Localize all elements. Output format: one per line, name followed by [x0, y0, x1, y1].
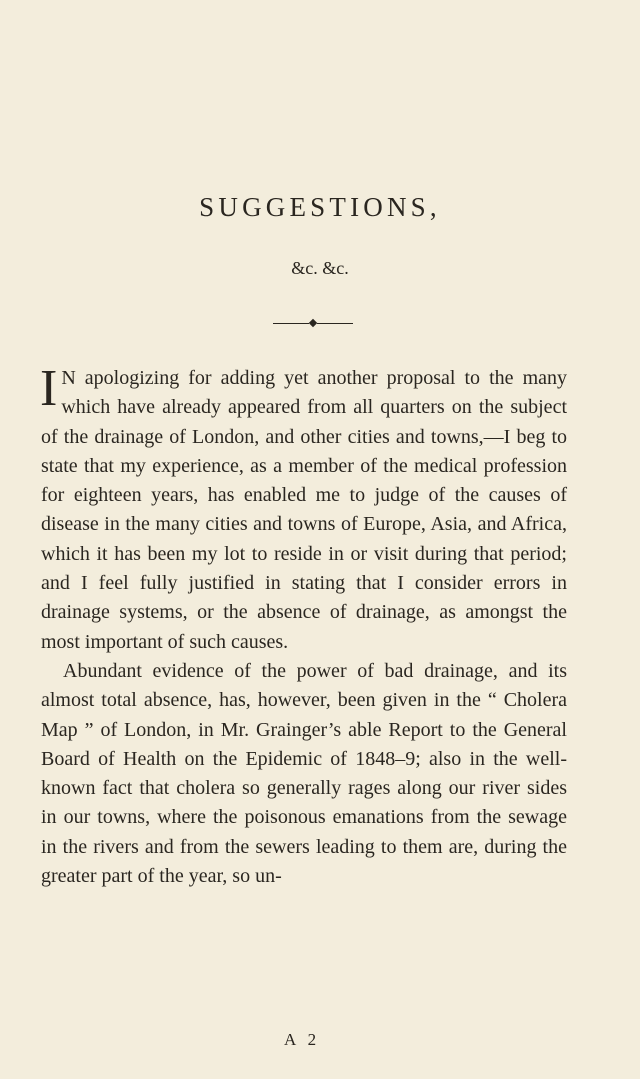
- ornamental-rule: [273, 323, 353, 325]
- page-heading: SUGGESTIONS,: [199, 192, 441, 222]
- body-text: [40, 360, 567, 891]
- signature-mark: A 2: [284, 1030, 321, 1049]
- paragraph-1-text: N apologizing for adding yet another proposal to the many which have already appeared from all quarters on the subject of the drainage of London, and other cities and towns,—I beg to state that my experience, as a member of the medical profession for eighteen years, has enabled me to judge of the causes of disease in the many cities and towns of Europe, Asia, and Africa, which it has been my lot to reside in or visit during that period; and I feel fully justified in stating that I consider errors in drainage systems, or the absence of drainage, as amongst the most important of such causes.: [41, 367, 567, 653]
- rule-line-right: [317, 323, 353, 324]
- paragraph-2: Abundant evidence of the power of bad drainage, and its almost total absence, has, however, been given in the “ Cholera Map ” of London, in Mr. Grainger’s able Report to the General Board of Health on the Epidemic of 1848–9; also in the well-known fact that cholera so generally rages along our river sides in our towns, where the poisonous emanations from the sewage in the rivers and from the sewers leading to them are, during the greater part of the year, so un-: [41, 659, 567, 888]
- page-subheading: &c. &c.: [291, 258, 349, 278]
- rule-line-left: [273, 323, 309, 324]
- drop-cap: I: [40, 360, 58, 417]
- diamond-ornament-icon: [309, 319, 317, 327]
- paragraph-1: [40, 360, 567, 657]
